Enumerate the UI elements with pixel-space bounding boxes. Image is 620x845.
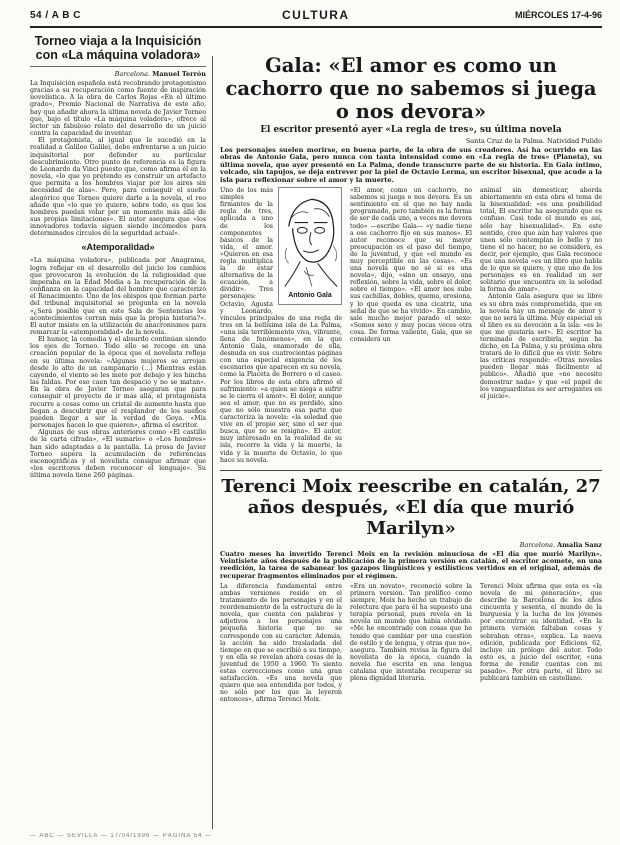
page-number: 54 / A B C <box>30 10 81 21</box>
body-paragraph: animal sin domesticar, aborda abiertamente en esta obra el tema de la bisexualidad: «es una posibilidad total, El escritor ha asegurado que es confuso. Casi todo el mundo es así, sólo hay bisexualidad». En este sentido, cree que aún hay valores que unen sólo contemplan lo bello y no tiene el no hacer, no se considera, es decir, por ejemplo, que Gala reconoce que una novela «es un libro que habla de lo que se quiere, y que uno de los personajes es en realidad un ser solitario que encuentra en la soledad la forma de amar». <box>480 187 602 294</box>
byline-place: Barcelona. <box>114 70 151 78</box>
column-divider <box>212 56 213 829</box>
gala-article-subtitle: El escritor presentó ayer «La regla de tres», su última novela <box>260 125 562 135</box>
caricature-drawing <box>279 188 341 292</box>
body-paragraph: Terenci Moix afirma que esta es «la novela de mi generación», que describe la Barcelona de los años cincuenta y sesenta, el mundo de la burguesía y la lucha de los jóvenes por encontrar su identidad. «En la primera versión faltaban cosas y sobraban otras», explica. La nueva edición, publicada por Edicions 62, incluye un prólogo del autor. Todo esto es, a juicio del escritor, «una forma de rendir cuentas con mi pasado». Por otra parte, el libro se publicará también en castellano. <box>480 582 602 683</box>
body-paragraph: «Era un novato», reconoció sobre la primera versión. Tan prolífico como siempre, Moix ha hecho un trabajo de relectura que para él ha supuesto una terapia personal, pues revela en la novela un mundo que había olvidado. «Me he encontrado con cosas que he tenido que cambiar por una cuestión de estilo y de lengua, y otras que no», asegura. También revisa la figura del novelista de la época, cuando la novela fue escrita en una lengua catalana que intentaba recuperar su plena dignidad literaria. <box>350 582 472 683</box>
article-divider <box>220 470 602 471</box>
left-article <box>30 34 206 829</box>
body-paragraph: Antonio Gala asegura que su libro es su obra más comprometida, que en la novela hay un mensaje de amor y que no será la última. Muy especial en el libro es su devoción a la isla: «es lo que me gustaría ser». El escritor ha terminado de escribirla, según ha dicho, en La Palma, y su próxima obra tratará de lo difícil que es vivir. Sobre las críticas responde: «Otras novelas pueden llegar más fácilmente al público». Añadió que «no necesito demostrar nada» y que «el papel de los vanguardistas es ser arrogantes en el juicio». <box>480 293 602 400</box>
body-paragraph: La diferencia fundamental entre ambas versiones reside en el tratamiento de los personajes y en el reordenamiento de la estructura de la novela, que cuenta con palabras y adjetivos a los personajes una pequeña historia que no se corresponde con su carácter. Además, la acción ha sido trasladada del tiempo en que se escribió a su tiempo, y en ella se revelan ahora cosas de la juventud de 1950 a 1960. Yo siento estas correcciones como una gran satisfacción. «Es una novela que quiero que sea entendida por todos, y no sólo por los que la leyeron entonces», afirma Terenci Moix. <box>220 582 342 704</box>
moix-article <box>220 476 602 704</box>
issue-date: MIÉRCOLES 17-4-96 <box>514 10 602 20</box>
moix-article-title: Terenci Moix reescribe en catalán, 27 años después, «El día que murió Marilyn» <box>221 475 601 539</box>
body-paragraph: «El amor, como un cachorro, no sabemos si juega o nos devora. Es un sentimiento en el que no hay nada programado, pero también es la forma de ser de cada uno, a veces me devora todo» —escribe Gala— «y nadie tiene a ese cachorro fijo en sus manos». El autor reconoce que su mayor preocupación es el paso del tiempo, de la juventud, y que «el mundo es muy perceptible en las cosas». «Es una novela que no sé si es una novela», dijo, «sino un ensayo, una reflexión, sobre la vida, sobre el dolor, sobre el tiempo». «El amor nos sube sus cachillas, dobles, quema, erosiona, y lo que queda es una cicatriz, una señal de que se ha vivido». En cambio, sale mucho mejor parado el sexo: «Somos sexo y muy pocas veces otra cosa. De forma valiente, Gala, que se considera un <box>350 187 473 343</box>
page-header <box>30 6 602 24</box>
caricature-illustration <box>278 187 342 305</box>
body-paragraph: El humor, la comedia y el absurdo continúan siendo los ejes de Torneo. Todo ello se recoge en una creación popular de la época que el novelista refleja en su última novela: «Algunas mujeres se arrojan desde lo alto de un campanario (...) Mientras están cayendo, el viento se les mete por debajo y les hincha las faldas. Por eso caen tan despacio y no se matan». En la obra de Javier Torneo aseguran que para conseguir el proyecto de ir más allá, el protagonista recurre a cosas como un cristal de aumento hasta que llegan a descubrir que el resplandor de los sueños pueden llegar a ser la verdad de Goya. «Mis personajes hacen lo que quieren», afirma el escritor. <box>30 336 206 430</box>
body-paragraph: Uno de los más simples firmantes de la regla de tres, aplicada a uno de los componentes básicos de la vida, el amor. «Quieren en esa regla multiplica la de estar alternativa de la ecuación, a dividir». Tres personajes: Octavio, Agusta y Leonardo, vínculos principales de una regla de tres en la bellísima isla de La Palma, «una isla terriblemente viva, vibrante, llena de fenómenos», en la que Antonio Gala, enamorado de ella, desnuda en sus cuatrocientas páginas con una especial exigencia de los escenarios que aparecen en su novela, como la Placeta de Borrero o el caseo. Por los libros de esta obra afirmó el sufrimiento: «a quien se niega a sufrir se le cierra el amor». El dolor, aunque sea el amor, que no es perdido, sino que no sólo muestra esa parte que caracteriza la novela: «la soledad que vive en el propio ser, sino el ser que busca, que no se resigna». El autor, muy interesado en la realidad de su isla, recorre la vida y la muerte, la vida y la muerte de Octavio, lo que hace su novela. <box>220 187 342 464</box>
gala-article <box>220 54 602 464</box>
gala-article-lead: Los personajes suelen morirse, en buena parte, de la obra de sus creadores. Así ha ocurrido en las obras de Antonio Gala, pero nunca con tanta intensidad como en «La regla de tres» (Planeta), su última novela, que ayer presentó en La Palma, donde transcurre parte de su historia. En Gala íntimo, volcado, sin tapujos, se deja entrever por la piel de Octavio Lerma, un escritor bisexual, que acude a la isla para reflexionar sobre el amor y la muerte. <box>220 146 602 184</box>
moix-article-lead: Cuatro meses ha invertido Terenci Moix en la revisión minuciosa de «El día que murió Marilyn». Veintisiete años después de la publicación de la primera versión en catalán, el escritor acomete, en una reedición, la tarea de sabanear los gazapos lingüísticos y estilísticos vertidos en el original, además de recuperar fragmentos eliminados por el régimen. <box>220 549 602 580</box>
caricature-caption: Antonio Gala <box>288 292 332 300</box>
header-rule <box>30 26 602 28</box>
left-article-byline <box>30 70 206 78</box>
byline-author: Manuel Terrón <box>152 70 206 78</box>
page-footer: — ABC — SEVILLA — 17/04/1996 — PÁGINA 54 — <box>30 833 213 839</box>
body-paragraph: La Inquisición española está recobrando protagonismo gracias a su recuperación como fuente de inspiración novelística. A la obra de Carlos Rojas «En el último grado», Premio Nacional de Narrativa de este año, hay que añadir ahora la última novela de Javier Torneo que, bajo el título «La máquina voladora», ofrece al lector un fabuloso relato del desarrollo de un juicio contra la capacidad de inventar. <box>30 80 206 138</box>
gala-col-3 <box>480 187 602 464</box>
moix-article-byline <box>220 541 602 549</box>
body-paragraph: «La máquina voladora», publicada por Anagrama, logra reflejar en el desarrollo del juicio los cambios que provocaron la evolución de la religiosidad que imperaba en la Edad Media a la recuperación de la confianza en la capacidad del hombre que caracterizó el Renacimiento. Uno de los obispos que forman parte del tribunal inquisitorial se pregunta en la novela «¿Será posible que en este Sala de Sentencias los acontecimientos corran más que la propia historia?». El autor insiste en la utilización de anacronismos para remarcar la «atemporalidad» de la novela. <box>30 257 206 336</box>
byline-place: Barcelona. <box>519 540 556 549</box>
body-paragraph: El protagonista, al igual que le sucedió en la realidad a Galileo Galilei, debe enfrentarse a un juicio inquisitorial por defender su particular descubrimiento. Otro punto de referencia es la figura de Leonardo da Vinci puesto que, como afirma él en la novela, «lo que yo pretendo es construir un artefacto que permita a los hombres viajar por los aires sin necesidad de alas». Pero, para conseguir el sueño alegórico que Torneo quiere darle a la novela, el reo añade que «lo que yo quiero, sobre todo, es que los hombres puedan volar por un momento más allá de sus propias limitaciones». El autor asegura que «los innovadores todavía siguen siendo incómodos para determinados círculos de la seguridad actual». <box>30 137 206 238</box>
right-column <box>220 56 602 829</box>
left-article-title: Torneo viaja a la Inquisición con «La máquina voladora» <box>30 34 206 67</box>
gala-col-2 <box>350 187 472 464</box>
left-article-subhead: «Atemporalidad» <box>81 242 155 253</box>
gala-col-1 <box>220 187 342 464</box>
byline-author: Amalia Sanz <box>557 540 602 549</box>
moix-article-columns <box>220 583 602 704</box>
body-paragraph: Algunas de sus obras anteriores como «El castillo de la carta cifrada», «El sumario» o «Los hombres» han sido adaptadas a la pantalla. La prosa de Javier Torneo supera la acumulación de referencias escenográficas y el novelista consigue afirmar que «los escritores deben reconocer el lenguaje». Su última novela tiene 260 páginas. <box>30 429 206 480</box>
gala-article-byline: Santa Cruz de la Palma. Natividad Pulido <box>465 137 602 145</box>
gala-article-title: Gala: «El amor es como un cachorro que no sabemos si juega o nos devora» <box>225 54 597 123</box>
gala-article-columns <box>220 187 602 464</box>
section-title: CULTURA <box>282 8 350 22</box>
